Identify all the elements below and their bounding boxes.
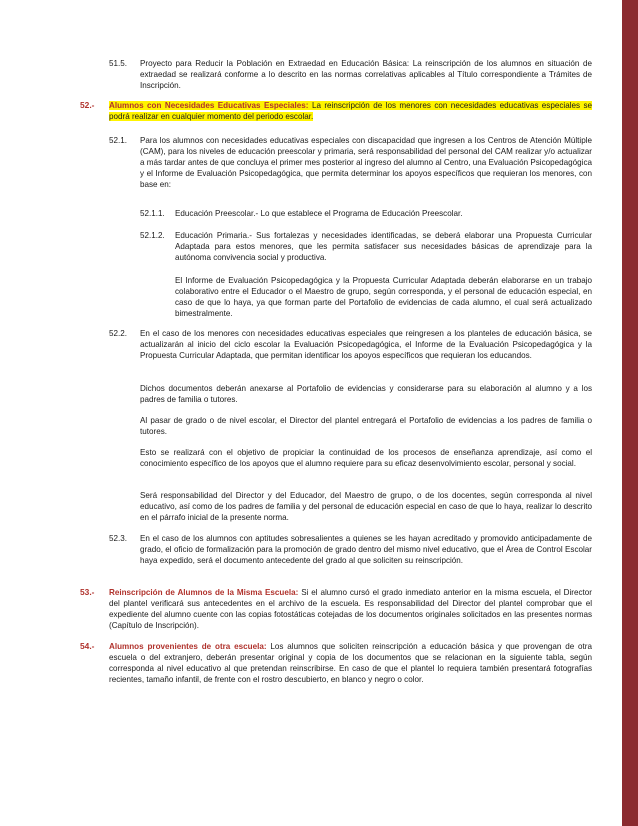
- clause-52-3-text: En el caso de los alumnos con aptitudes sobresalientes a quienes se les hayan acreditado y promovido anticipadamente de grado, el oficio de formalización para la promoción de grado dentro del mismo nivel educativo, que el Área de Control Escolar haya expedido, será el documento antecedente del grado al que soliciten su reinscripción.: [140, 534, 592, 565]
- clause-number-52-1-2: 52.1.2.: [140, 231, 165, 240]
- clause-number-52-3: 52.3.: [109, 534, 128, 543]
- section-number-54: 54.-: [80, 641, 95, 651]
- clause-number-52-1-1: 52.1.1.: [140, 209, 165, 218]
- clause-52-2-paragraph-5: Será responsabilidad del Director y del Educador, del Maestro de grupo, o de los docentes, según corresponda al nivel educativo, así como de los padres de familia y del personal de educación especial en caso de que lo haya, realizar lo descrito en el párrafo inicial de la presente norma.: [140, 491, 592, 522]
- clause-number-52-1: 52.1.: [109, 136, 128, 145]
- section-54-text: [109, 641, 592, 685]
- section-number-53: 53.-: [80, 587, 95, 597]
- section-54-body: Los alumnos que soliciten reinscripción a educación básica y que provengan de otra escuela o del extranjero, deberán presentar original y copia de los documentos que se relacionan en la siguiente tabla, según corresponda al nivel educativo al que pretendan reinscribirse. En caso de que el plantel lo requiera también presentará fotografías recientes, tamaño infantil, de frente con el rostro descubierto, en blanco y negro o color.: [109, 642, 592, 684]
- clause-52-1-text: Para los alumnos con necesidades educativas especiales con discapacidad que ingresen a los Centros de Atención Múltiple (CAM), para los niveles de educación preescolar y primaria, será responsabilidad del personal del CAM realizar y/o actualizar a más tardar antes de que concluya el primer mes posterior al ingreso del alumno al Centro, una Evaluación Psicopedagógica y el Informe de Evaluación Psicopedagógica, que permita determinar los apoyos específicos que requieran los menores, con base en:: [140, 136, 592, 189]
- clause-52-1-1-text: Educación Preescolar.- Lo que establece el Programa de Educación Preescolar.: [175, 209, 463, 218]
- section-53-title: Reinscripción de Alumnos de la Misma Escuela:: [109, 588, 299, 597]
- clause-51-5-text: Proyecto para Reducir la Población en Extraedad en Educación Básica: La reinscripción de los alumnos en situación de extraedad se realizará conforme a lo descrito en las normas correlativas aplicables al Título correspondiente a Trámites de Inscripción.: [140, 59, 592, 90]
- highlight: [109, 101, 592, 121]
- section-52-body: La reinscripción de los menores con necesidades educativas especiales se podrá realizar en cualquier momento del periodo escolar.: [109, 101, 593, 121]
- section-52-title: Alumnos con Necesidades Educativas Especiales:: [109, 101, 309, 110]
- clause-52-2-paragraph-3: Al pasar de grado o de nivel escolar, el Director del plantel entregará el Portafolio de evidencias a los padres de familia o tutores.: [140, 416, 592, 436]
- page-edge-bar: [622, 0, 638, 826]
- section-54-title: Alumnos provenientes de otra escuela:: [109, 642, 267, 651]
- clause-number-52-2: 52.2.: [109, 329, 128, 338]
- clause-52-1-2-paragraph-2: El Informe de Evaluación Psicopedagógica y la Propuesta Curricular Adaptada deberán elaborarse en un trabajo colaborativo entre el Educador o el Maestro de grupo, según corresponda, y el personal de educación especial, en caso de que lo haya, ya que forman parte del Portafolio de evidencias de cada alumno, el cual será actualizado bimestralmente.: [175, 276, 592, 318]
- clause-52-2-paragraph-4: Esto se realizará con el objetivo de propiciar la continuidad de los procesos de enseñanza aprendizaje, así como el conocimiento específico de los apoyos que el alumno requiere para su eficaz desenvolvimiento escolar, personal y social.: [140, 448, 592, 468]
- section-52-text: [109, 100, 592, 122]
- section-53-body: Si el alumno cursó el grado inmediato anterior en la misma escuela, el Director del plantel verificará sus antecedentes en el archivo de la escuela. Es responsabilidad del Director del plantel comprobar que el expediente del alumno cuente con las copias fotostáticas cotejadas de los documentos originales solicitados en las presentes normas (Capítulo de Inscripción).: [109, 588, 592, 630]
- clause-52-1-2-text: Educación Primaria.- Sus fortalezas y necesidades identificadas, se deberá elaborar una Propuesta Curricular Adaptada para estos menores, que les permita satisfacer sus necesidades básicas de aprendizaje para la autónoma convivencia social y productiva.: [175, 231, 592, 262]
- clause-52-2-paragraph-2: Dichos documentos deberán anexarse al Portafolio de evidencias y considerarse para su elaboración al alumno y a los padres de familia o tutores.: [140, 384, 592, 404]
- clause-52-2-text: En el caso de los menores con necesidades educativas especiales que reingresen a los planteles de educación básica, se actualizarán al inicio del ciclo escolar la Evaluación Psicopedagógica, el Informe de la Evaluación Psicopedagógica y la Propuesta Curricular Adaptada, que permitan identificar los apoyos específicos que requieran los educandos.: [140, 329, 592, 360]
- section-number-52: 52.-: [80, 100, 95, 110]
- section-53-text: [109, 587, 592, 631]
- clause-number-51-5: 51.5.: [109, 59, 128, 68]
